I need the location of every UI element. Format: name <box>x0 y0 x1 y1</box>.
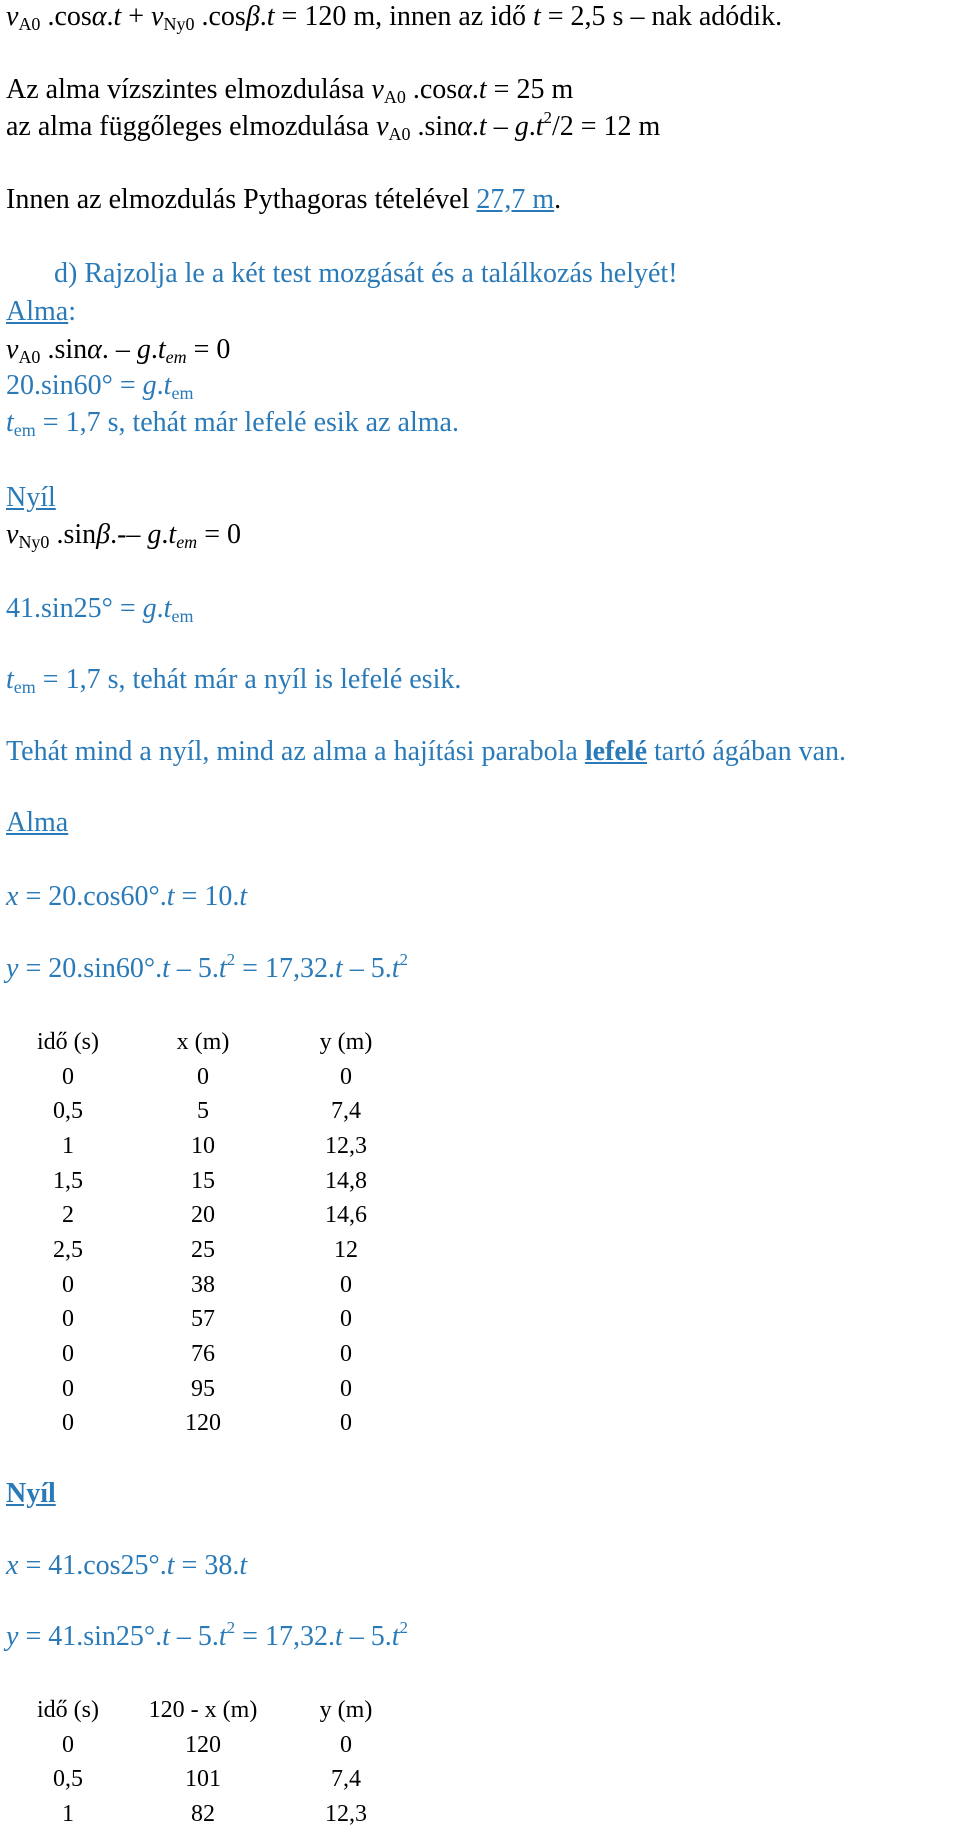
alpha-symbol: α <box>87 334 102 365</box>
beta-symbol: β <box>96 519 111 550</box>
text: = 41.cos25°. <box>18 1550 167 1581</box>
header-cell: y (m) <box>319 1696 373 1723</box>
table-cell: 0 <box>62 1341 74 1368</box>
text: = 2,5 s – nak adódik. <box>540 1 783 32</box>
var-t: t <box>113 1 122 32</box>
text: – <box>486 111 515 142</box>
table-cell: 0 <box>340 1271 352 1298</box>
table-cell: 0 <box>62 1063 74 1090</box>
table-cell: 57 <box>191 1306 215 1333</box>
table-cell: 0 <box>62 1271 74 1298</box>
subscript: A0 <box>18 14 41 34</box>
var-t: t <box>239 1550 248 1581</box>
var-g: g <box>142 370 157 401</box>
table-cell: 12,3 <box>325 1800 367 1827</box>
text: = 17,32. <box>235 953 335 984</box>
var-t: t <box>535 111 544 142</box>
var-v: v <box>6 334 19 365</box>
table-cell: 7,4 <box>331 1098 361 1125</box>
table-cell: 12,3 <box>325 1132 367 1159</box>
table-row <box>8 1129 414 1164</box>
alpha-symbol: α <box>457 111 472 142</box>
table-row <box>8 1762 414 1797</box>
var-v: v <box>371 74 384 105</box>
text: 20.sin60° = <box>6 370 143 401</box>
text: = 1,7 s, tehát már lefelé esik az alma. <box>35 407 459 438</box>
text: .cos <box>194 1 246 32</box>
text: = 17,32. <box>235 1621 335 1652</box>
text: Innen az elmozdulás Pythagoras tételével <box>6 184 477 215</box>
table-cell: 101 <box>185 1766 221 1793</box>
table-row <box>8 1407 414 1442</box>
var-t: t <box>162 953 170 984</box>
text: . <box>471 74 479 105</box>
table-cell: 76 <box>191 1341 215 1368</box>
subscript: A0 <box>18 347 41 367</box>
table-cell: 10 <box>191 1132 215 1159</box>
table-cell: 0,5 <box>53 1766 83 1793</box>
table-row <box>8 1094 414 1129</box>
subscript: A0 <box>383 87 406 107</box>
var-g: g <box>147 519 162 550</box>
var-t: t <box>334 1621 343 1652</box>
table-cell: 0 <box>340 1306 352 1333</box>
nyil-equation-2 <box>6 592 193 626</box>
text: – 5. <box>342 953 392 984</box>
text: : <box>68 296 76 327</box>
displacement-line <box>6 183 561 217</box>
table-row <box>8 1372 414 1407</box>
displacement-result: 27,7 m <box>476 184 555 215</box>
text: .sin <box>410 111 458 142</box>
nyil-label-2: Nyíl <box>6 1478 56 1509</box>
table-cell: 20 <box>191 1202 215 1229</box>
emphasis-lefele: lefelé <box>584 736 648 767</box>
table-cell: 14,8 <box>325 1167 367 1194</box>
text: .cos <box>40 1 92 32</box>
text: .sin <box>40 334 88 365</box>
table-cell: 0 <box>340 1410 352 1437</box>
table-cell: 2,5 <box>53 1236 83 1263</box>
table-cell: 120 <box>185 1410 221 1437</box>
header-cell: y (m) <box>319 1028 373 1055</box>
alma-equation-1 <box>6 333 230 367</box>
var-t: t <box>6 407 14 438</box>
table-cell: 0 <box>340 1341 352 1368</box>
alma-label: Alma <box>6 296 69 327</box>
text: – 5. <box>342 1621 392 1652</box>
var-v: v <box>6 1 19 32</box>
table-row <box>8 1060 414 1095</box>
table-cell: 1 <box>62 1800 74 1827</box>
subscript: em <box>165 347 187 367</box>
nyil-y-equation <box>6 1620 408 1654</box>
subscript: em <box>171 606 194 626</box>
superscript: 2 <box>399 1618 409 1637</box>
var-g: g <box>142 593 157 624</box>
text: .-– <box>110 519 148 550</box>
table-cell: 25 <box>191 1236 215 1263</box>
var-v: v <box>6 519 19 550</box>
var-t: t <box>218 953 227 984</box>
var-t: t <box>334 953 343 984</box>
subscript: em <box>176 532 198 552</box>
var-y: y <box>6 1621 19 1652</box>
header-cell: 120 - x (m) <box>148 1696 258 1723</box>
header-cell: idő (s) <box>37 1028 99 1055</box>
text: = 41.sin25°. <box>18 1621 163 1652</box>
header-cell: x (m) <box>176 1028 230 1055</box>
text: Tehát mind a nyíl, mind az alma a hajítási parabola <box>6 736 585 767</box>
alpha-symbol: α <box>457 74 472 105</box>
nyil-label-1: Nyíl <box>6 482 56 513</box>
var-t: t <box>478 74 487 105</box>
subscript: em <box>171 383 194 403</box>
var-t: t <box>168 519 177 550</box>
table-cell: 0 <box>62 1410 74 1437</box>
table-cell: 120 <box>185 1731 221 1758</box>
text: = 0 <box>186 334 231 365</box>
summary-sentence <box>6 735 846 769</box>
beta-symbol: β <box>245 1 260 32</box>
subscript: Ny0 <box>163 14 195 34</box>
equation-line-2 <box>6 73 573 107</box>
table-cell: 0 <box>62 1375 74 1402</box>
alma-trajectory-table <box>8 1025 414 1441</box>
table-row <box>8 1337 414 1372</box>
table-cell: 7,4 <box>331 1766 361 1793</box>
table-cell: 82 <box>191 1800 215 1827</box>
text: = 10. <box>174 881 240 912</box>
text: /2 = 12 m <box>551 111 661 142</box>
var-t: t <box>163 370 172 401</box>
var-y: y <box>6 953 19 984</box>
table-cell: 38 <box>191 1271 215 1298</box>
table-row <box>8 1198 414 1233</box>
var-t: t <box>532 1 541 32</box>
text: Az alma vízszintes elmozdulása <box>6 74 372 105</box>
var-t: t <box>162 1621 170 1652</box>
var-t: t <box>218 1621 227 1652</box>
table-cell: 12 <box>334 1236 358 1263</box>
nyil-x-equation <box>6 1549 247 1583</box>
superscript: 2 <box>226 950 236 969</box>
table-body <box>8 1060 414 1442</box>
text: . <box>150 334 158 365</box>
subscript: Ny0 <box>18 532 50 552</box>
var-t: t <box>391 953 400 984</box>
table-body <box>8 1728 414 1832</box>
var-t: t <box>239 881 248 912</box>
nyil-equation-1 <box>6 518 241 552</box>
task-d-heading: d) Rajzolja le a két test mozgását és a találkozás helyét! <box>54 258 678 289</box>
table-cell: 2 <box>62 1202 74 1229</box>
table-row <box>8 1303 414 1338</box>
text: = 1,7 s, tehát már a nyíl is lefelé esik. <box>35 664 462 695</box>
table-row <box>8 1233 414 1268</box>
var-x: x <box>6 1550 19 1581</box>
text: . <box>161 519 169 550</box>
superscript: 2 <box>399 950 409 969</box>
text: . <box>471 111 479 142</box>
alma-equation-2 <box>6 369 193 403</box>
table-cell: 95 <box>191 1375 215 1402</box>
table-header-row <box>8 1693 414 1728</box>
text: = 20.sin60°. <box>18 953 163 984</box>
table-cell: 0 <box>340 1731 352 1758</box>
alma-label-1 <box>6 295 76 329</box>
table-cell: 0 <box>197 1063 209 1090</box>
var-t: t <box>166 1550 175 1581</box>
equation-line-1 <box>6 0 782 34</box>
table-cell: 0 <box>340 1063 352 1090</box>
alma-label-2: Alma <box>6 807 69 838</box>
var-v: v <box>151 1 164 32</box>
text: = 25 m <box>486 74 574 105</box>
text: . <box>528 111 536 142</box>
var-t: t <box>266 1 275 32</box>
var-t: t <box>478 111 487 142</box>
superscript: 2 <box>226 1618 236 1637</box>
text: . <box>156 593 164 624</box>
text: .sin <box>49 519 97 550</box>
text: = 0 <box>197 519 241 550</box>
table-cell: 0 <box>62 1306 74 1333</box>
subscript: A0 <box>388 124 411 144</box>
table-cell: 1,5 <box>53 1167 83 1194</box>
text: – 5. <box>169 1621 219 1652</box>
table-cell: 0,5 <box>53 1098 83 1125</box>
table-cell: 0 <box>340 1375 352 1402</box>
header-cell: idő (s) <box>37 1696 99 1723</box>
text: tartó ágában van. <box>647 736 847 767</box>
text: . <box>259 1 267 32</box>
table-row <box>8 1268 414 1303</box>
text: – 5. <box>169 953 219 984</box>
text: + <box>121 1 152 32</box>
alpha-symbol: α <box>91 1 107 32</box>
var-t: t <box>166 881 175 912</box>
alma-x-equation <box>6 880 247 914</box>
text: . <box>106 1 114 32</box>
table-row <box>8 1164 414 1199</box>
table-cell: 14,6 <box>325 1202 367 1229</box>
equation-line-3 <box>6 110 660 144</box>
table-header-row <box>8 1025 414 1060</box>
var-g: g <box>136 334 151 365</box>
text: = 120 m, innen az idő <box>274 1 533 32</box>
var-x: x <box>6 881 19 912</box>
table-cell: 1 <box>62 1132 74 1159</box>
var-t: t <box>163 593 172 624</box>
text: az alma függőleges elmozdulása <box>6 111 377 142</box>
var-t: t <box>157 334 166 365</box>
nyil-trajectory-table <box>8 1693 414 1832</box>
text: . <box>156 370 164 401</box>
text: = 20.cos60°. <box>18 881 167 912</box>
table-cell: 5 <box>197 1098 209 1125</box>
table-row <box>8 1728 414 1763</box>
subscript: em <box>13 677 36 697</box>
var-v: v <box>376 111 389 142</box>
table-row <box>8 1797 414 1832</box>
alma-y-equation <box>6 952 408 986</box>
var-t: t <box>391 1621 400 1652</box>
alma-conclusion <box>6 406 459 440</box>
text: = 38. <box>174 1550 240 1581</box>
table-cell: 15 <box>191 1167 215 1194</box>
text: .cos <box>405 74 458 105</box>
var-g: g <box>514 111 529 142</box>
nyil-conclusion <box>6 663 461 697</box>
text: 41.sin25° = <box>6 593 143 624</box>
subscript: em <box>13 420 36 440</box>
text: . <box>554 184 562 215</box>
var-t: t <box>6 664 14 695</box>
table-cell: 0 <box>62 1731 74 1758</box>
text: . – <box>101 334 137 365</box>
superscript: 2 <box>543 108 552 127</box>
